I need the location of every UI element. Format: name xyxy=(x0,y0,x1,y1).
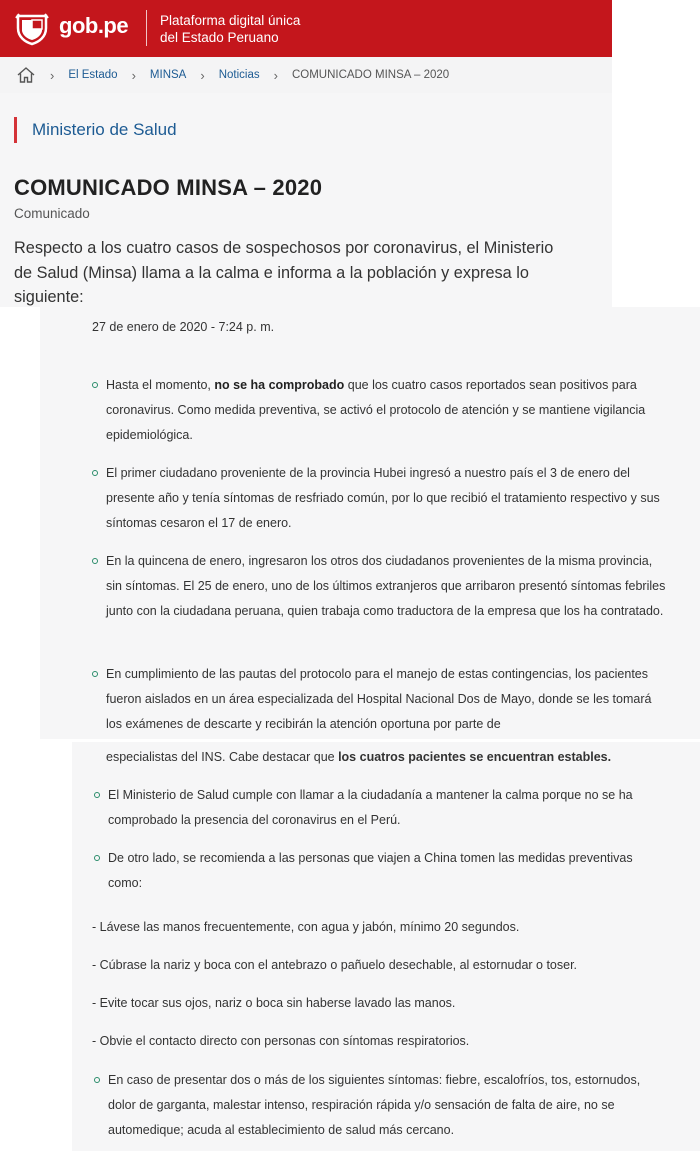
article-lead: Respecto a los cuatro casos de sospechosos por coronavirus, el Ministerio de Salud (Minsa) llama a la calma e informa a la población y expresa lo siguiente: xyxy=(14,239,554,306)
bullet-list xyxy=(94,783,669,833)
list-item: En caso de presentar dos o más de los siguientes síntomas: fiebre, escalofríos, tos, estornudos, dolor de garganta, malestar intenso, respiración rápida y/o sensación de falta de aire, no se automedique; acuda al establecimiento de salud más cercano. xyxy=(94,1068,669,1143)
bullet-1-text-start: Hasta el momento, xyxy=(106,378,215,392)
list-item: En cumplimiento de las pautas del protocolo para el manejo de estas contingencias, los pacientes fueron aislados en un área especializada del Hospital Nacional Dos de Mayo, donde se les tomará los exámenes de descarte y recibirán la atención oportuna por parte de xyxy=(92,662,667,737)
page-title: COMUNICADO MINSA – 2020 xyxy=(14,175,323,200)
article-header xyxy=(0,93,612,307)
site-logo-text[interactable]: gob.pe xyxy=(59,13,129,38)
bullet-list xyxy=(92,662,667,737)
list-item: El Ministerio de Salud cumple con llamar a la ciudadanía a mantener la calma porque no se ha comprobado la presencia del coronavirus en el Perú. xyxy=(94,783,669,833)
breadcrumb-link-noticias[interactable]: Noticias xyxy=(218,69,260,81)
bullet-list xyxy=(94,1068,669,1143)
home-icon[interactable] xyxy=(16,66,36,84)
list-item xyxy=(92,373,667,448)
tagline-line-2: del Estado Peruano xyxy=(160,30,279,45)
recommendation-4: - Obvie el contacto directo con personas con síntomas respiratorios. xyxy=(92,1034,470,1048)
list-item: El primer ciudadano proveniente de la provincia Hubei ingresó a nuestro país el 3 de enero del presente año y tenía síntomas de resfriado común, por lo que recibió el tratamiento respectivo y sus síntomas cesaron el 17 de enero. xyxy=(92,461,667,536)
bullet-1-text-end: que los cuatro casos reportados sean positivos para coronavirus. Como medida preventiva, se activó el protocolo de atención y se mantiene vigilancia epidemiológica. xyxy=(106,378,646,442)
breadcrumb-bar xyxy=(0,57,612,93)
bullet-4-cont-text: especialistas del INS. Cabe destacar que xyxy=(106,750,339,764)
bullet-list xyxy=(94,846,669,896)
recommendation-1: - Lávese las manos frecuentemente, con agua y jabón, mínimo 20 segundos. xyxy=(92,920,520,934)
bullet-4-emphasis: los cuatros pacientes se encuentran estables. xyxy=(338,750,612,764)
breadcrumb-current: COMUNICADO MINSA – 2020 xyxy=(291,69,450,81)
chevron-right-icon: › xyxy=(131,67,136,83)
article-type: Comunicado xyxy=(14,206,90,221)
chevron-right-icon: › xyxy=(50,67,55,83)
bullet-1-emphasis: no se ha comprobado xyxy=(214,378,345,392)
recommendation-3: - Evite tocar sus ojos, nariz o boca sin haberse lavado las manos. xyxy=(92,996,456,1010)
site-header xyxy=(0,0,612,57)
institution-link[interactable]: Ministerio de Salud xyxy=(14,117,177,143)
peru-coat-of-arms-icon[interactable] xyxy=(14,10,50,46)
list-item: En la quincena de enero, ingresaron los otros dos ciudadanos provenientes de la misma provincia, sin síntomas. El 25 de enero, uno de los últimos extranjeros que arribaron presentó síntomas febriles junto con la ciudadana peruana, quien trabaja como traductora de la empresa que los ha contratado. xyxy=(92,549,667,624)
recommendation-2: - Cúbrase la nariz y boca con el antebrazo o pañuelo desechable, al estornudar o toser. xyxy=(92,958,578,972)
breadcrumb xyxy=(16,66,449,84)
publish-date: 27 de enero de 2020 - 7:24 p. m. xyxy=(92,320,275,334)
list-item: De otro lado, se recomienda a las personas que viajen a China tomen las medidas preventivas como: xyxy=(94,846,669,896)
chevron-right-icon: › xyxy=(200,67,205,83)
header-divider xyxy=(146,10,147,46)
breadcrumb-link-el-estado[interactable]: El Estado xyxy=(68,69,118,81)
tagline-line-1: Plataforma digital única xyxy=(160,13,301,28)
bullet-list xyxy=(92,461,667,536)
chevron-right-icon: › xyxy=(273,67,278,83)
breadcrumb-link-minsa[interactable]: MINSA xyxy=(149,69,187,81)
bullet-list xyxy=(92,549,667,624)
bullet-list xyxy=(92,373,667,448)
site-tagline xyxy=(160,12,300,46)
bullet-4-continuation xyxy=(106,750,611,764)
